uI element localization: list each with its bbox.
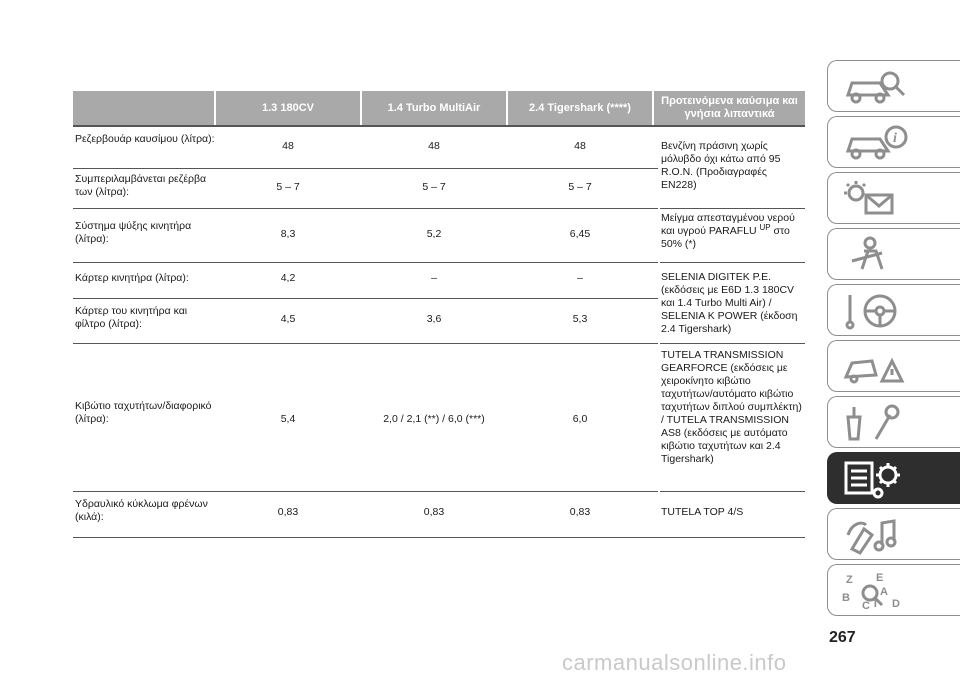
tab-starting-driving[interactable] xyxy=(827,284,960,336)
row-brake-label: Υδραυλικό κύκλωμα φρένων (κιλά): xyxy=(75,498,208,523)
row-gearbox-v2: 2,0 / 2,1 (**) / 6,0 (***) xyxy=(383,413,485,425)
index-letter: C xyxy=(862,600,870,611)
row-reserve-v1: 5 – 7 xyxy=(276,181,300,193)
steering-wheel-key-icon xyxy=(842,291,914,331)
car-info-icon xyxy=(842,123,914,163)
row-crankcase-v2: – xyxy=(431,272,437,284)
row-crankcase-filter-v3: 5,3 xyxy=(572,313,588,325)
row-cooling-v2: 5,2 xyxy=(426,228,442,240)
svg-text:i: i xyxy=(893,131,897,146)
wrench-screwdriver-icon xyxy=(842,403,914,443)
specifications-gear-icon xyxy=(842,459,914,499)
row-gearbox-v1: 5,4 xyxy=(280,413,296,425)
car-search-icon xyxy=(842,67,914,107)
row-crankcase-v1: 4,2 xyxy=(280,272,296,284)
alphabet-index-icon xyxy=(842,571,914,611)
note-divider xyxy=(660,343,805,344)
row-crankcase-filter-v1: 4,5 xyxy=(280,313,296,325)
note-divider xyxy=(660,208,805,209)
index-letter: A xyxy=(880,586,888,598)
row-cooling-v1: 8,3 xyxy=(280,228,296,240)
index-letter: T xyxy=(872,598,879,610)
row-reserve-v3: 5 – 7 xyxy=(568,181,592,193)
index-letter: Z xyxy=(846,574,853,586)
table-body xyxy=(73,125,805,538)
watermark: carmanualsonline.info xyxy=(562,650,787,675)
header-2-4-tigershark: 2.4 Tigershark (****) xyxy=(508,91,652,125)
row-fuel-tank-v2: 48 xyxy=(428,140,440,152)
row-divider xyxy=(73,343,658,344)
tab-multimedia[interactable] xyxy=(827,508,960,560)
row-reserve-label: Συμπεριλαμβάνεται ρεζέρβα των (λίτρα): xyxy=(75,173,207,198)
row-fuel-tank-label: Ρεζερβουάρ καυσίμου (λίτρα): xyxy=(75,133,215,145)
row-cooling-v3: 6,45 xyxy=(569,228,591,240)
row-crankcase-filter-label: Κάρτερ του κινητήρα και φίλτρο (λίτρα): xyxy=(75,305,188,330)
index-letter: B xyxy=(842,592,850,604)
note-divider xyxy=(660,262,805,263)
specifications-table xyxy=(73,91,805,538)
airbag-person-icon xyxy=(842,235,914,275)
row-divider xyxy=(73,208,658,209)
row-divider xyxy=(73,491,658,492)
tab-car-search[interactable] xyxy=(827,60,960,112)
note-divider xyxy=(660,491,805,492)
tab-specifications[interactable] xyxy=(827,452,960,504)
row-divider xyxy=(73,262,658,263)
media-phone-icon xyxy=(842,515,914,555)
note-fuel: Βενζίνη πράσινη χωρίς μόλυβδο όχι κάτω από 95 R.O.N. (Προδιαγραφές EN228) xyxy=(661,140,781,191)
tab-warning-lights[interactable] xyxy=(827,172,960,224)
row-crankcase-label: Κάρτερ κινητήρα (λίτρα): xyxy=(75,272,189,284)
note-gearbox: TUTELA TRANSMISSION GEARFORCE (εκδόσεις με χειροκίνητο κιβώτιο ταχυτήτων/αυτόματο κιβώτιο ταχυτήτων διπλού συμπλέκτη) / TUTELA TRANSMISSION AS8 (εκδόσεις με αυτόματο κιβώτιο ταχυτήτων και 2.4 Tigershark) xyxy=(661,349,802,465)
row-cooling-label: Σύστημα ψύξης κινητήρα (λίτρα): xyxy=(75,220,192,245)
row-reserve-v2: 5 – 7 xyxy=(422,181,446,193)
row-brake-v1: 0,83 xyxy=(277,506,299,518)
warning-light-mail-icon xyxy=(842,179,914,219)
row-crankcase-v3: – xyxy=(577,272,583,284)
row-crankcase-filter-v2: 3,6 xyxy=(426,313,442,325)
tab-safety[interactable] xyxy=(827,228,960,280)
row-fuel-tank-v3: 48 xyxy=(574,140,586,152)
note-coolant: Μείγμα απεσταγμένου νερού και υγρού PARAFLU $^{UP}$ στο 50% (*) xyxy=(661,212,795,250)
index-letter: D xyxy=(892,598,900,610)
note-oil: SELENIA DIGITEK P.E. (εκδόσεις με E6D 1.3 180CV και 1.4 Turbo Multi Air) / SELENIA K POWER (έκδοση 2.4 Tigershark) xyxy=(661,271,798,335)
note-brake: TUTELA TOP 4/S xyxy=(661,506,744,518)
tab-emergency[interactable] xyxy=(827,340,960,392)
row-divider xyxy=(73,168,658,169)
tab-car-info[interactable] xyxy=(827,116,960,168)
tab-maintenance[interactable] xyxy=(827,396,960,448)
table-header-row xyxy=(73,91,805,125)
row-brake-v3: 0,83 xyxy=(569,506,591,518)
row-gearbox-v3: 6,0 xyxy=(572,413,588,425)
row-gearbox-label: Κιβώτιο ταχυτήτων/διαφορικό (λίτρα): xyxy=(75,400,212,425)
tab-index[interactable] xyxy=(827,564,960,616)
header-recommended-fluids: Προτεινόμενα καύσιμα και γνήσια λιπαντικά xyxy=(654,91,805,125)
page-number: 267 xyxy=(829,629,856,646)
row-fuel-tank-v1: 48 xyxy=(282,140,294,152)
header-1-3-180cv: 1.3 180CV xyxy=(216,91,360,125)
row-divider xyxy=(73,298,658,299)
index-letter: E xyxy=(876,572,884,584)
header-1-4-turbo: 1.4 Turbo MultiAir xyxy=(362,91,506,125)
row-brake-v2: 0,83 xyxy=(423,506,445,518)
header-empty xyxy=(73,91,214,125)
car-crash-warning-icon xyxy=(842,347,914,387)
